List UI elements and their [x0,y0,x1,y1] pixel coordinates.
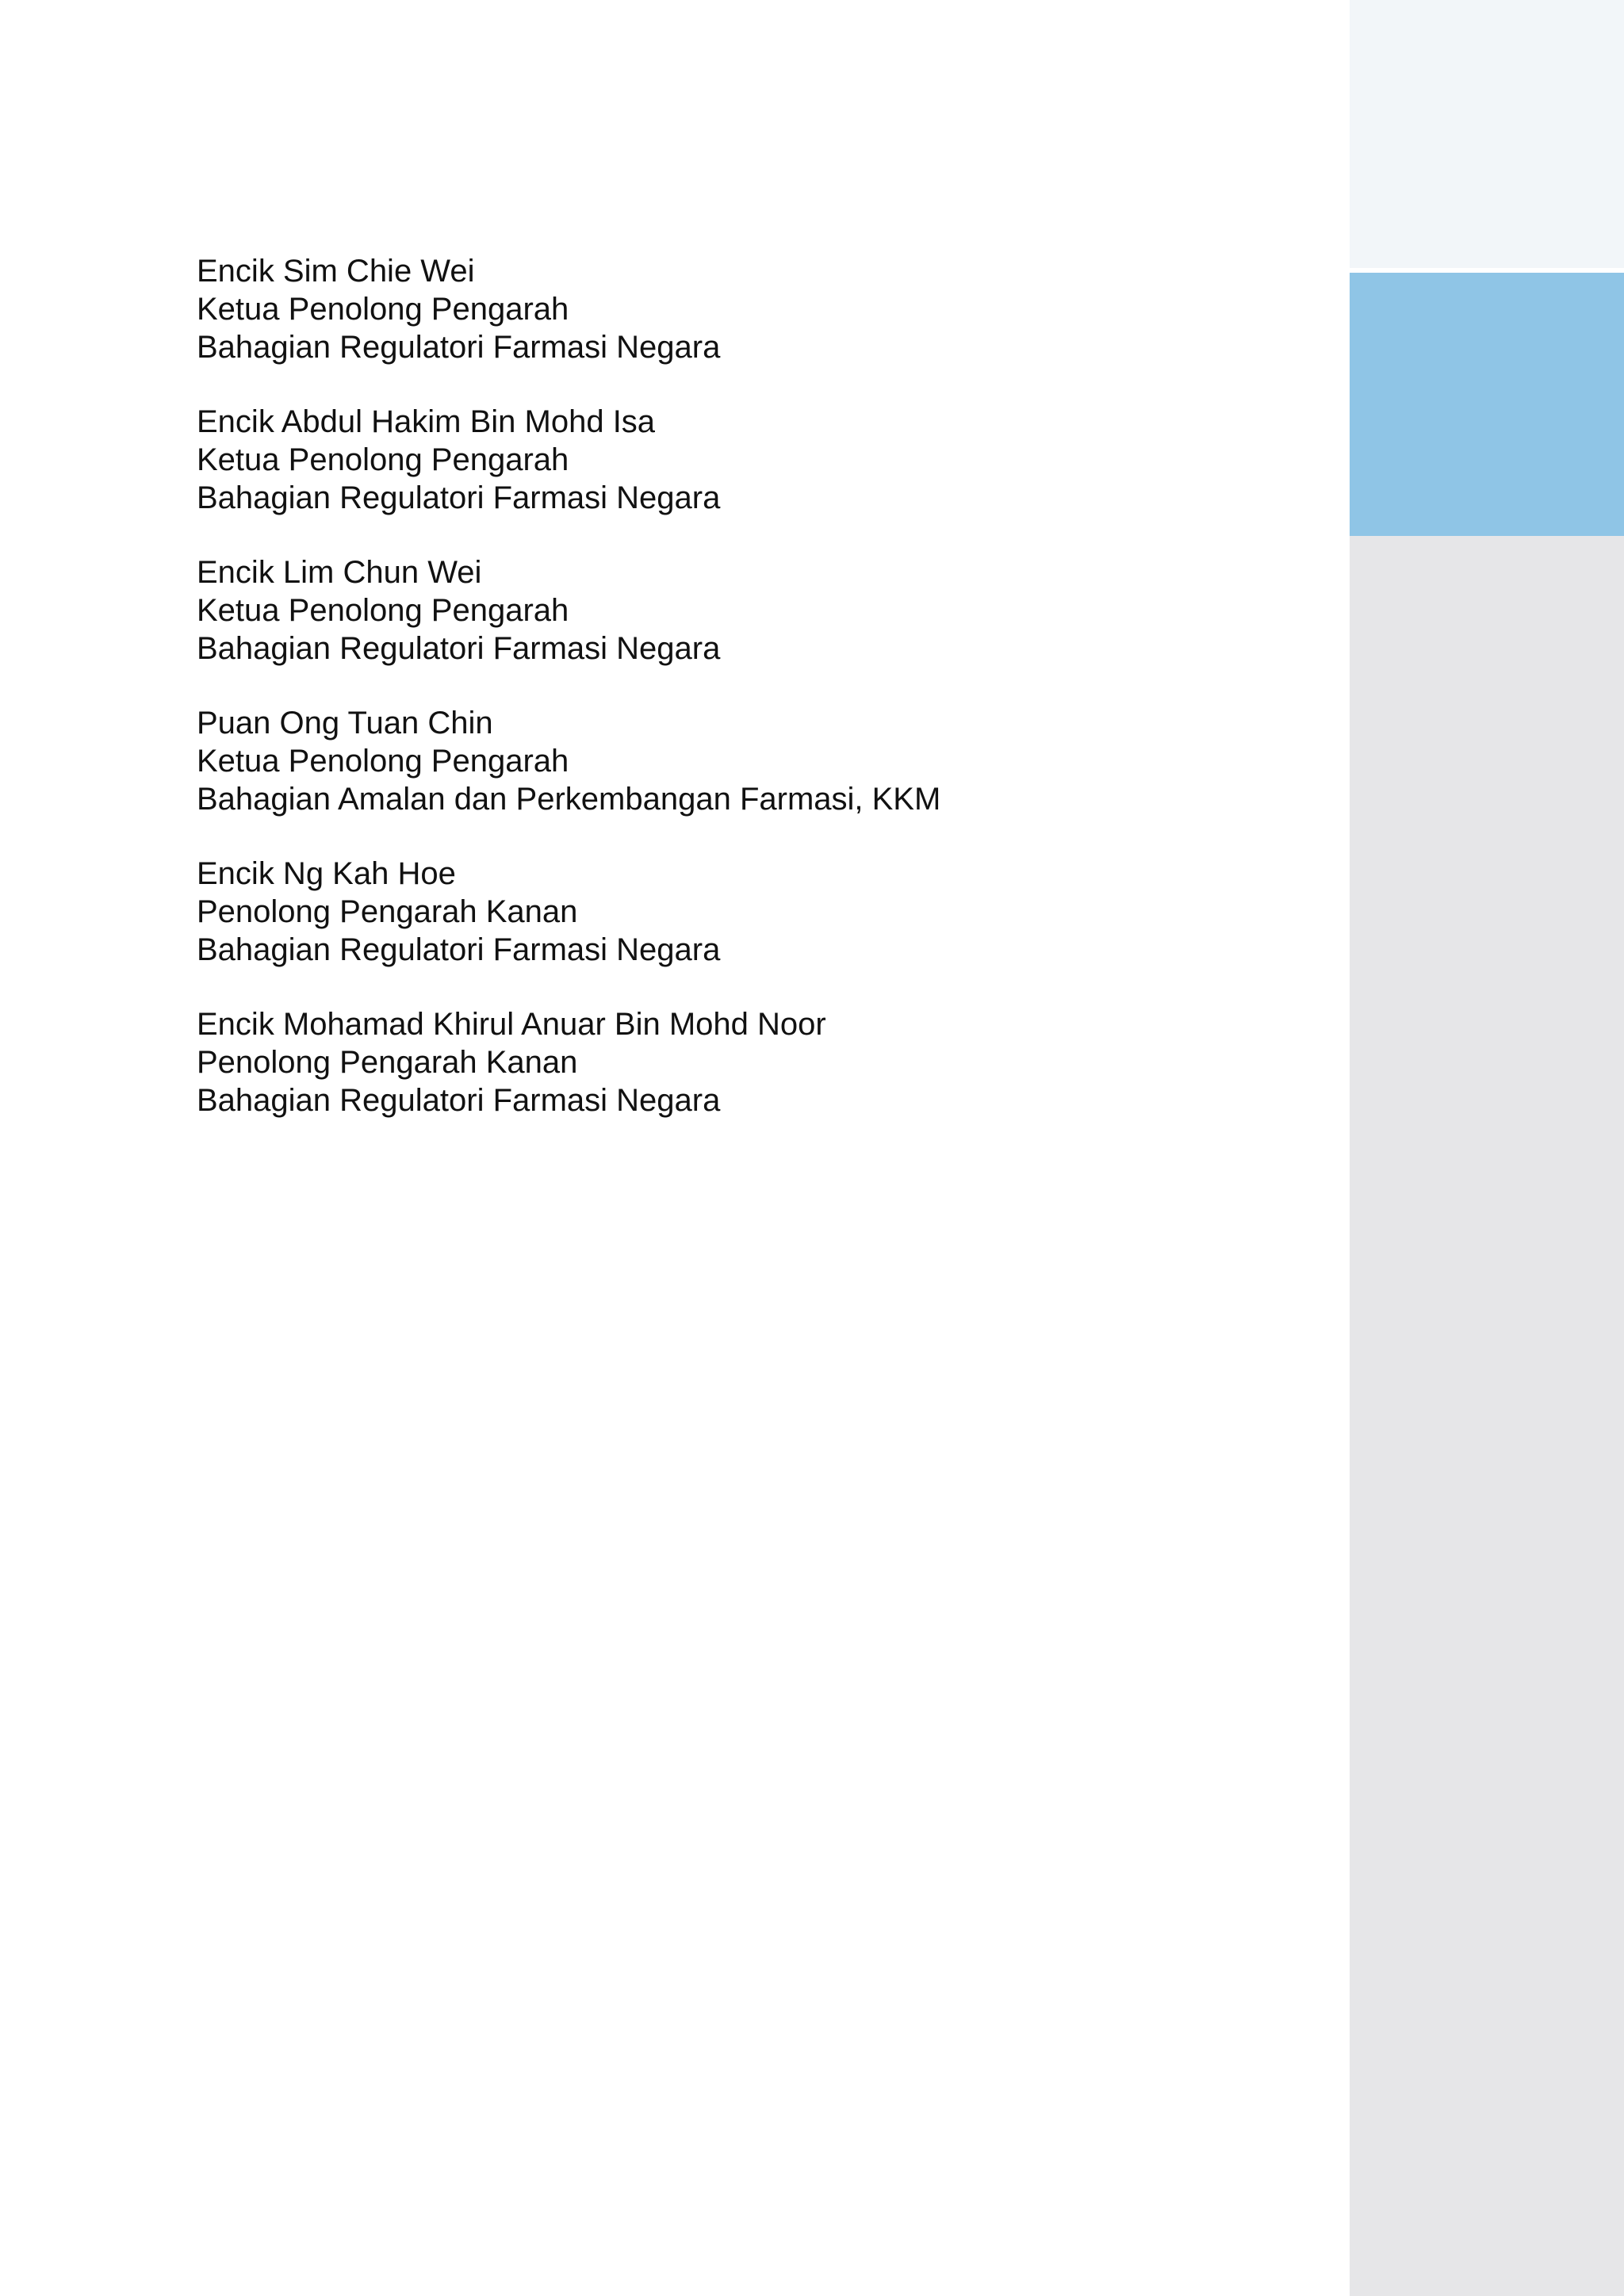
contributor-department: Bahagian Regulatori Farmasi Negara [197,932,721,967]
contributor-name: Encik Lim Chun Wei [197,555,482,590]
contributor-title: Ketua Penolong Pengarah [197,442,569,477]
contributor-entry [197,252,1323,366]
contributor-title: Ketua Penolong Pengarah [197,593,569,628]
contributor-entry [197,403,1323,517]
contributor-list [197,252,1323,1156]
side-band-grey [1350,536,1624,2296]
contributor-department: Bahagian Regulatori Farmasi Negara [197,631,721,666]
contributor-name: Encik Ng Kah Hoe [197,856,456,891]
side-band-top [1350,0,1624,268]
contributor-department: Bahagian Amalan dan Perkembangan Farmasi, KKM [197,782,941,817]
contributor-department: Bahagian Regulatori Farmasi Negara [197,330,721,365]
contributor-department: Bahagian Regulatori Farmasi Negara [197,1083,721,1118]
contributor-title: Ketua Penolong Pengarah [197,292,569,327]
contributor-title: Ketua Penolong Pengarah [197,744,569,779]
contributor-name: Encik Mohamad Khirul Anuar Bin Mohd Noor [197,1007,826,1042]
side-band-blue [1350,273,1624,536]
contributor-name: Encik Abdul Hakim Bin Mohd Isa [197,404,656,439]
contributor-entry [197,553,1323,668]
contributor-entry [197,1005,1323,1119]
side-color-band [1350,0,1624,2296]
contributor-name: Encik Sim Chie Wei [197,254,475,289]
contributor-entry [197,704,1323,818]
contributor-entry [197,855,1323,969]
contributor-title: Penolong Pengarah Kanan [197,1045,578,1080]
contributor-name: Puan Ong Tuan Chin [197,706,493,740]
contributor-department: Bahagian Regulatori Farmasi Negara [197,480,721,515]
contributor-title: Penolong Pengarah Kanan [197,894,578,929]
